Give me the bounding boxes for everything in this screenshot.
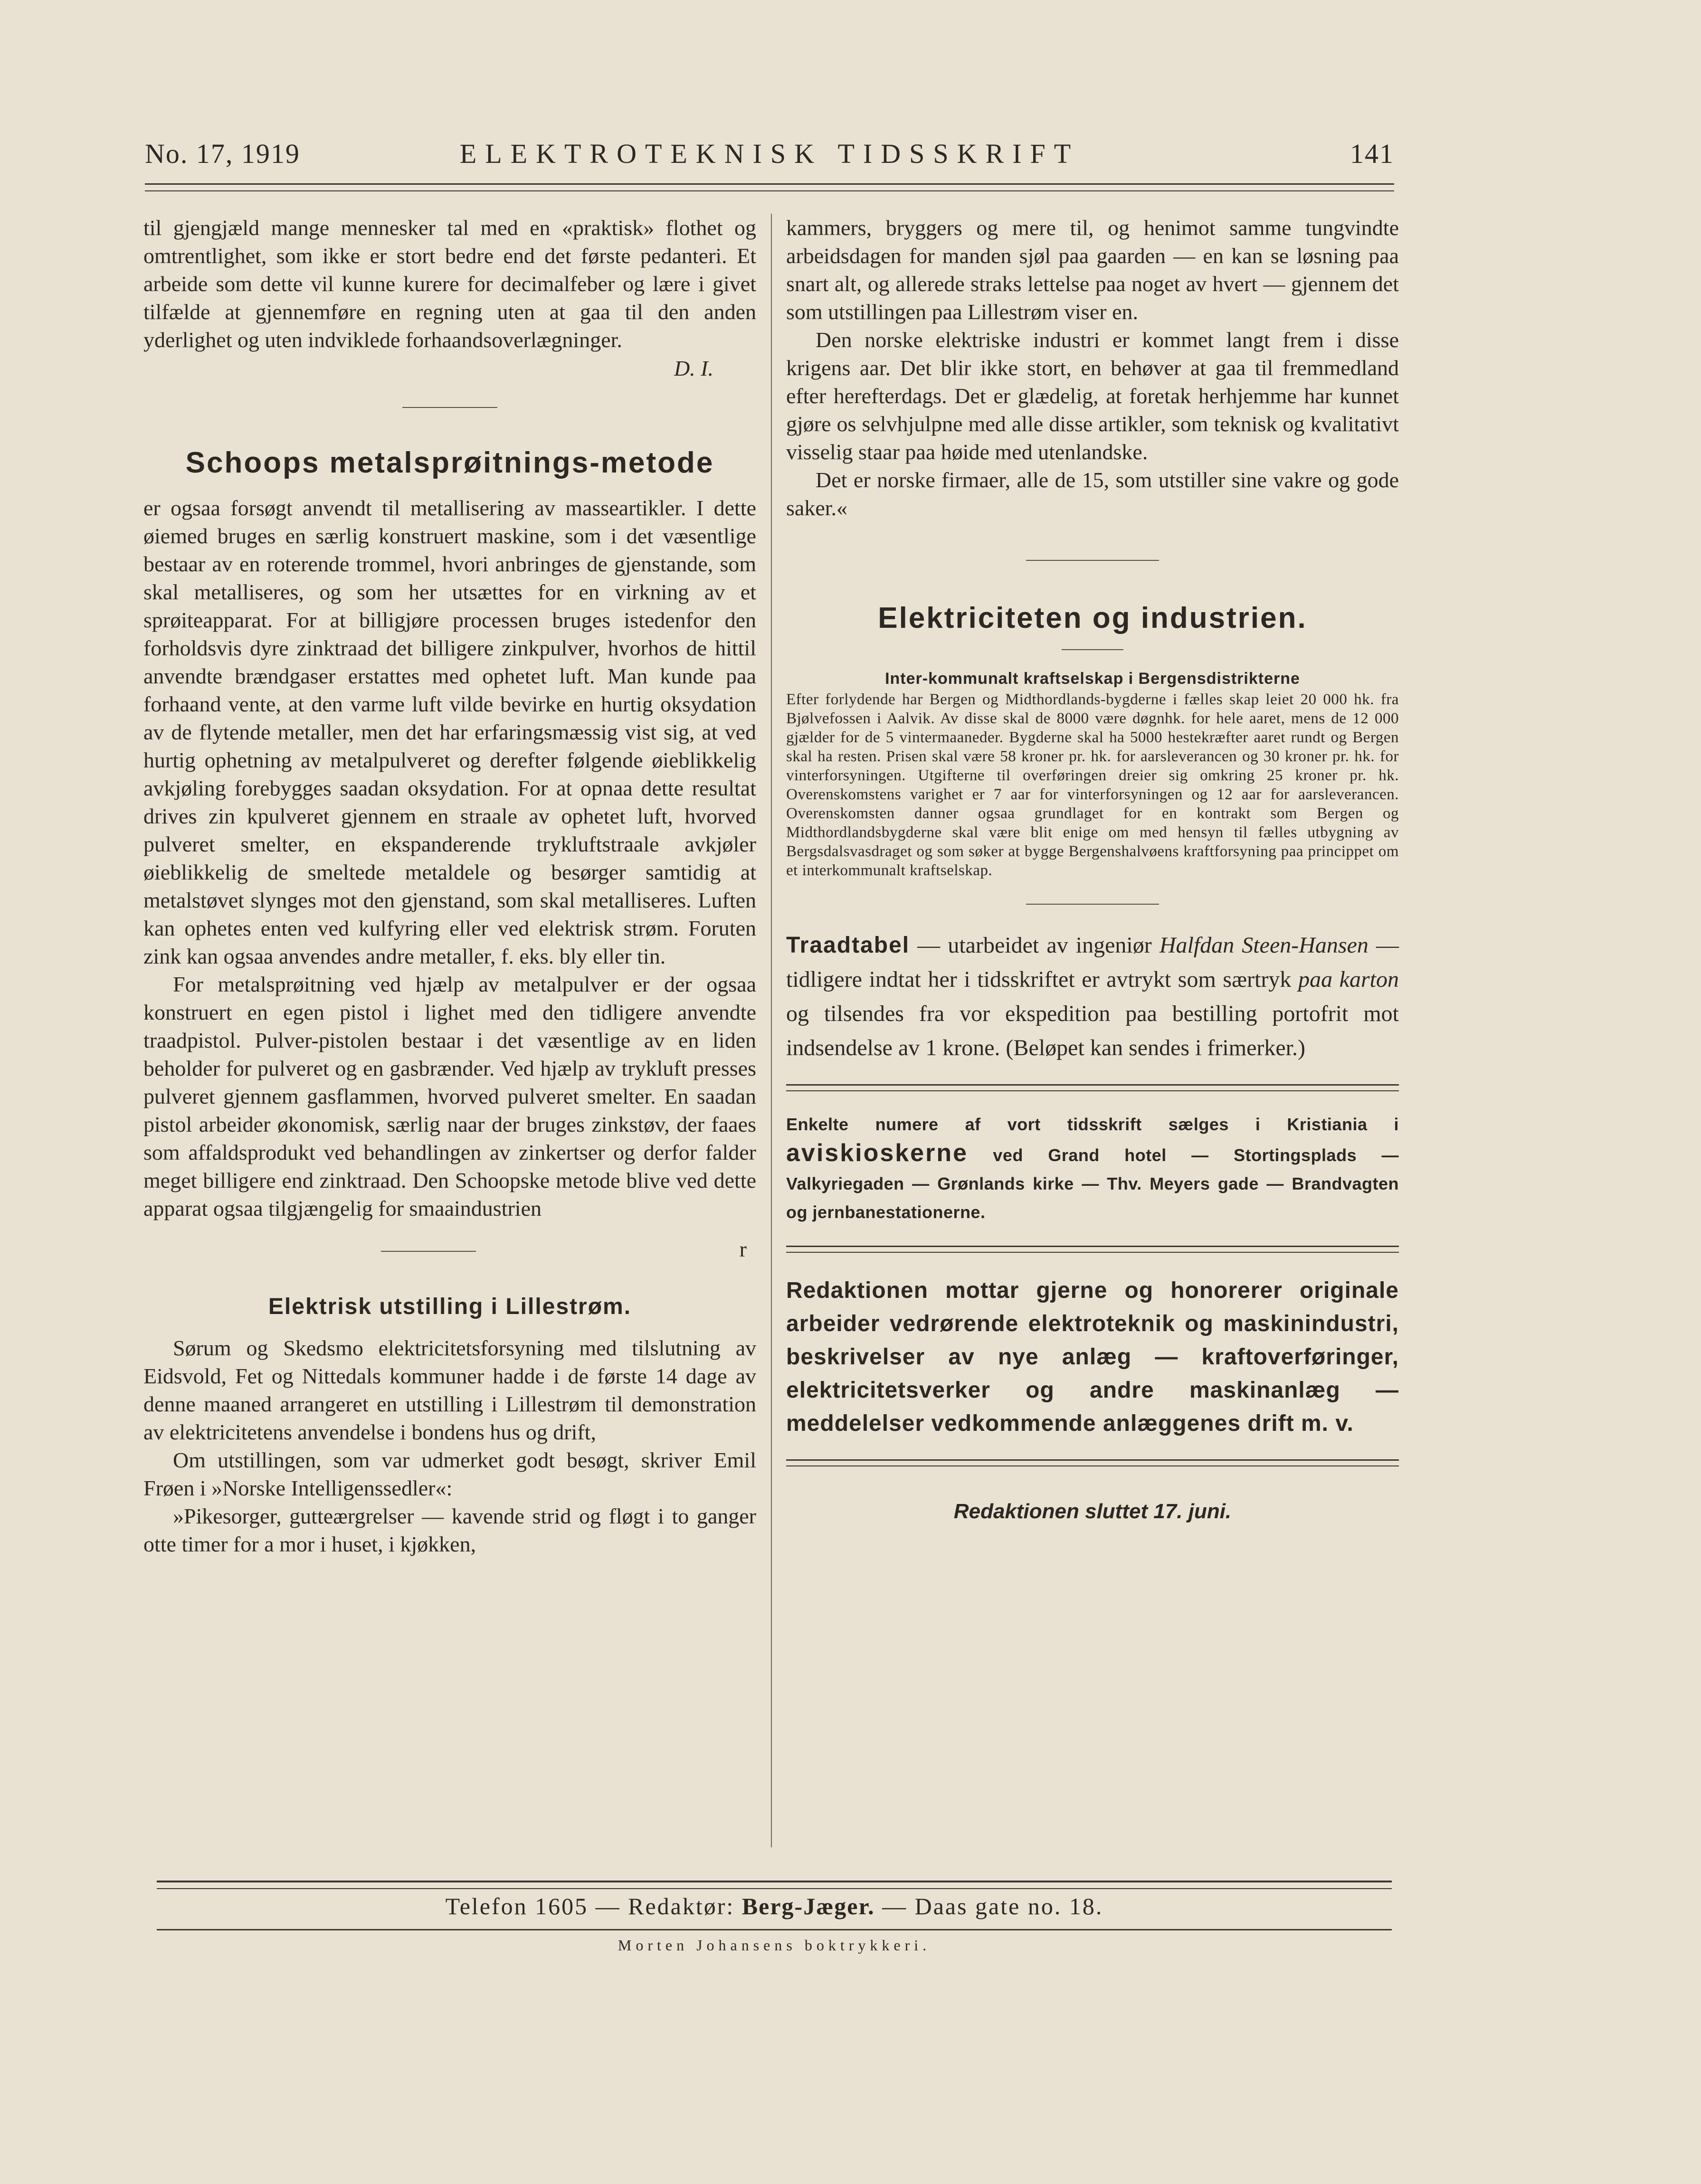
footer-rule [157, 1929, 1392, 1930]
traadtabel-notice [786, 928, 1399, 1065]
sales-emphasis: aviskioskerne [786, 1139, 969, 1167]
author-signature: D. I. [674, 356, 713, 380]
exhibition-continued-2: Den norske elektriske industri er kommet langt frem i disse krigens aar. Det blir ikke stort, en behøver at gaa til fremmedland efter herefterdags. Det er glædelig, at foretak herhjemme har kunnet gjøre os selvhjulpne med alle disse artikler, som teknisk og kvalitativt visselig staar paa høide med utenlandske. [786, 328, 1399, 464]
heading-underline [1062, 649, 1123, 650]
schoop-heading: Schoops metalsprøitnings-metode [185, 446, 714, 479]
footer-editor-name: Berg-Jæger. [741, 1893, 875, 1919]
section-separator [402, 407, 497, 408]
traadtabel-author: Halfdan Steen-Hansen [1159, 933, 1368, 958]
footer-double-rule [157, 1881, 1392, 1889]
printer-credit: Morten Johansens boktrykkeri. [618, 1937, 931, 1954]
traadtabel-on-card: paa karton [1298, 967, 1399, 992]
left-column [143, 214, 756, 1847]
schoop-paragraph-2: For metalsprøitning ved hjælp av metalpulver er der ogsaa konstruert en egen pistol i lighet med den tidligere anvendte traadpistol. Pulver-pistolen bestaar i det væsentlige av en liden beholder for pulveret og en gasbrænder. Ved hjælp av trykluft presses pulveret gjennem gasflammen, hvorved pulveret smelter. En saadan pistol arbeider økonomisk, særlig naar der bruges zinkstøv, der faaes som affaldsprodukt ved behandlingen av zinkertser og derfor falder meget billigere end zinktraad. Den Schoopske metode blive ved dette apparat ogsaa tilgjængelig for smaaindustrien [143, 972, 756, 1220]
intro-paragraph: til gjengjæld mange mennesker tal med en «praktisk» flothet og omtrentlighet, som ikke er stort bedre end det første pedanteri. Et arbeide som dette vil kunne kurere for decimalfeber og lære i givet tilfælde at gjennemføre en regning uten at gaa til den anden yderlighet og uten indviklede forhaandsoverlægninger. [143, 216, 756, 352]
editorial-notice: Redaktionen mottar gjerne og honorerer originale arbeider vedrørende elektroteknik og maskinindustri, beskrivelser av nye anlæg — kraftoverføringer, elektricitetsverker og andre maskinanlæg — meddelelser vedkommende anlæggenes drift m. v. [786, 1278, 1399, 1436]
news-body: Efter forlydende har Bergen og Midthordlands-bygderne i fælles skap leiet 20 000 hk. fra Bjølvefossen i Aalvik. Av disse skal de 8000 være døgnhk. for hele aaret, mens de 12 000 gjælder for de 5 vintermaaneder. Bygderne skal ha 5000 hestekræfter aaret rundt og Bergen skal ha resten. Prisen skal være 58 kroner pr. hk. for aarsleverancen og 30 kroner pr. hk. for vinterforsyningen. Utgifterne til overføringen dreier sig omkring 25 kroner pr. hk. Overenskomstens varighet er 7 aar for vinterforsyningen og 12 aar for aarsleverancen. Overenskomsten danner ogsaa grundlaget for en kontrakt som Bergen og Midthordlandsbygderne skal være blit enige om med hensyn til fælles utbygning av Bergsdalsvasdraget og som søker at bygge Bergenshalvøens kraftforsyning paa princippet om et interkommunalt kraftselskap. [786, 691, 1399, 879]
schoop-paragraph-1: er ogsaa forsøgt anvendt til metallisering av masseartikler. I dette øiemed bruges en særlig konstruert maskine, som i det væsentlige bestaar av en roterende trommel, hvori anbringes de gjenstande, som skal metalliseres, og som her utsættes for en virkning av et sprøiteapparat. For at billigjøre processen bruges istedenfor den forholdsvis dyre zinktraad det billigere zinkpulver, hvorhos de hittil anvendte brændgaser erstattes med ophetet luft. Man kunde paa forhaand vente, at den varme luft vilde bevirke en hurtig oksydation av de flytende metaller, men det har erfaringsmæssig vist sig, at ved hurtig ophetning av metalpulveret og derefter følgende øieblikkelig avkjøling forebygges saadan oksydation. For at opnaa dette resultat drives zin kpulveret gjennem en straale av ophetet luft, hvorved pulveret smelter, en ekspanderende trykluftstraale avkjøler øieblikkelig de smeltede metaldele og besørger samtidig at metalstøvet slynges mot den gjenstand, som skal metalliseres. Luften kan ophetes enten ved kulfyring eller ved elektrisk strøm. Foruten zink kan ogsaa anvendes andre metaller, f. eks. bly eller tin. [143, 496, 756, 968]
footer-address: — Daas gate no. 18. [882, 1893, 1103, 1919]
traadtabel-text-1: — utarbeidet av ingeniør [910, 933, 1159, 958]
traadtabel-text-3: og tilsendes fra vor ekspedition paa bestilling portofrit mot indsendelse av 1 krone. (Beløpet kan sendes i frimerker.) [786, 1001, 1399, 1060]
sales-text-1: Enkelte numere af vort tidsskrift sælges i Kristiania i [786, 1115, 1399, 1134]
right-column [786, 214, 1399, 1847]
journal-title: ELEKTROTEKNISK TIDSSKRIFT [459, 138, 1080, 169]
exhibition-continued-1: kammers, bryggers og mere til, og henimot samme tungvindte arbeidsdagen for manden sjøl paa gaarden — en kan se løsning paa snart alt, og allerede straks lettelse paa noget av hvert — gjennem det som utstillingen paa Lillestrøm viser en. [786, 216, 1399, 324]
header-double-rule [145, 183, 1394, 191]
exhibition-paragraph-1: Sørum og Skedsmo elektricitetsforsyning med tilslutning av Eidsvold, Fet og Nittedals kommuner hadde i de første 14 dage av denne maaned arrangeret en utstilling i Lillestrøm til demonstration av elektricitetens anvendelse i bondens hus og drift, [143, 1336, 756, 1444]
news-title: Inter-kommunalt kraftselskap i Bergensdistrikterne [885, 670, 1300, 688]
sales-text-2: ved Grand hotel — Stortingsplads — Valkyriegaden — Grønlands kirke — Thv. Meyers gade — Brandvagten og jernbanestationerne. [786, 1145, 1399, 1222]
sales-notice [786, 1110, 1399, 1227]
running-head [145, 133, 1394, 171]
exhibition-paragraph-2: Om utstillingen, som var udmerket godt besøgt, skriver Emil Frøen i »Norske Intelligenssedler«: [143, 1448, 756, 1500]
separator-row [143, 1237, 756, 1265]
exhibition-paragraph-3: »Pikesorger, gutteærgrelser — kavende strid og fløgt i to ganger otte timer for a mor i huset, i kjøkken, [143, 1504, 756, 1556]
section-separator [1026, 904, 1159, 905]
stray-mark: r [739, 1237, 747, 1261]
footer-phone: Telefon 1605 — [445, 1893, 621, 1919]
notice-double-rule [786, 1459, 1399, 1466]
section-separator [381, 1251, 476, 1252]
exhibition-continued-3: Det er norske firmaer, alle de 15, som utstiller sine vakre og gode saker.« [786, 468, 1399, 520]
footer-editor-label: Redaktør: [628, 1893, 735, 1919]
notice-double-rule [786, 1246, 1399, 1253]
issue-number: No. 17, 1919 [145, 138, 300, 169]
industry-heading: Elektriciteten og industrien. [878, 602, 1307, 634]
footer-info [157, 1892, 1392, 1920]
news-item [786, 669, 1399, 880]
traadtabel-text-2: — tidligere indtat her i tidsskriftet er avtrykt som særtryk [786, 933, 1399, 992]
page-number: 141 [1350, 138, 1394, 169]
column-divider [771, 214, 772, 1847]
section-separator [1026, 560, 1159, 561]
exhibition-heading: Elektrisk utstilling i Lillestrøm. [268, 1294, 632, 1319]
notice-double-rule [786, 1084, 1399, 1091]
traadtabel-lead: Traadtabel [786, 933, 910, 958]
closing-note: Redaktionen sluttet 17. juni. [953, 1500, 1232, 1523]
